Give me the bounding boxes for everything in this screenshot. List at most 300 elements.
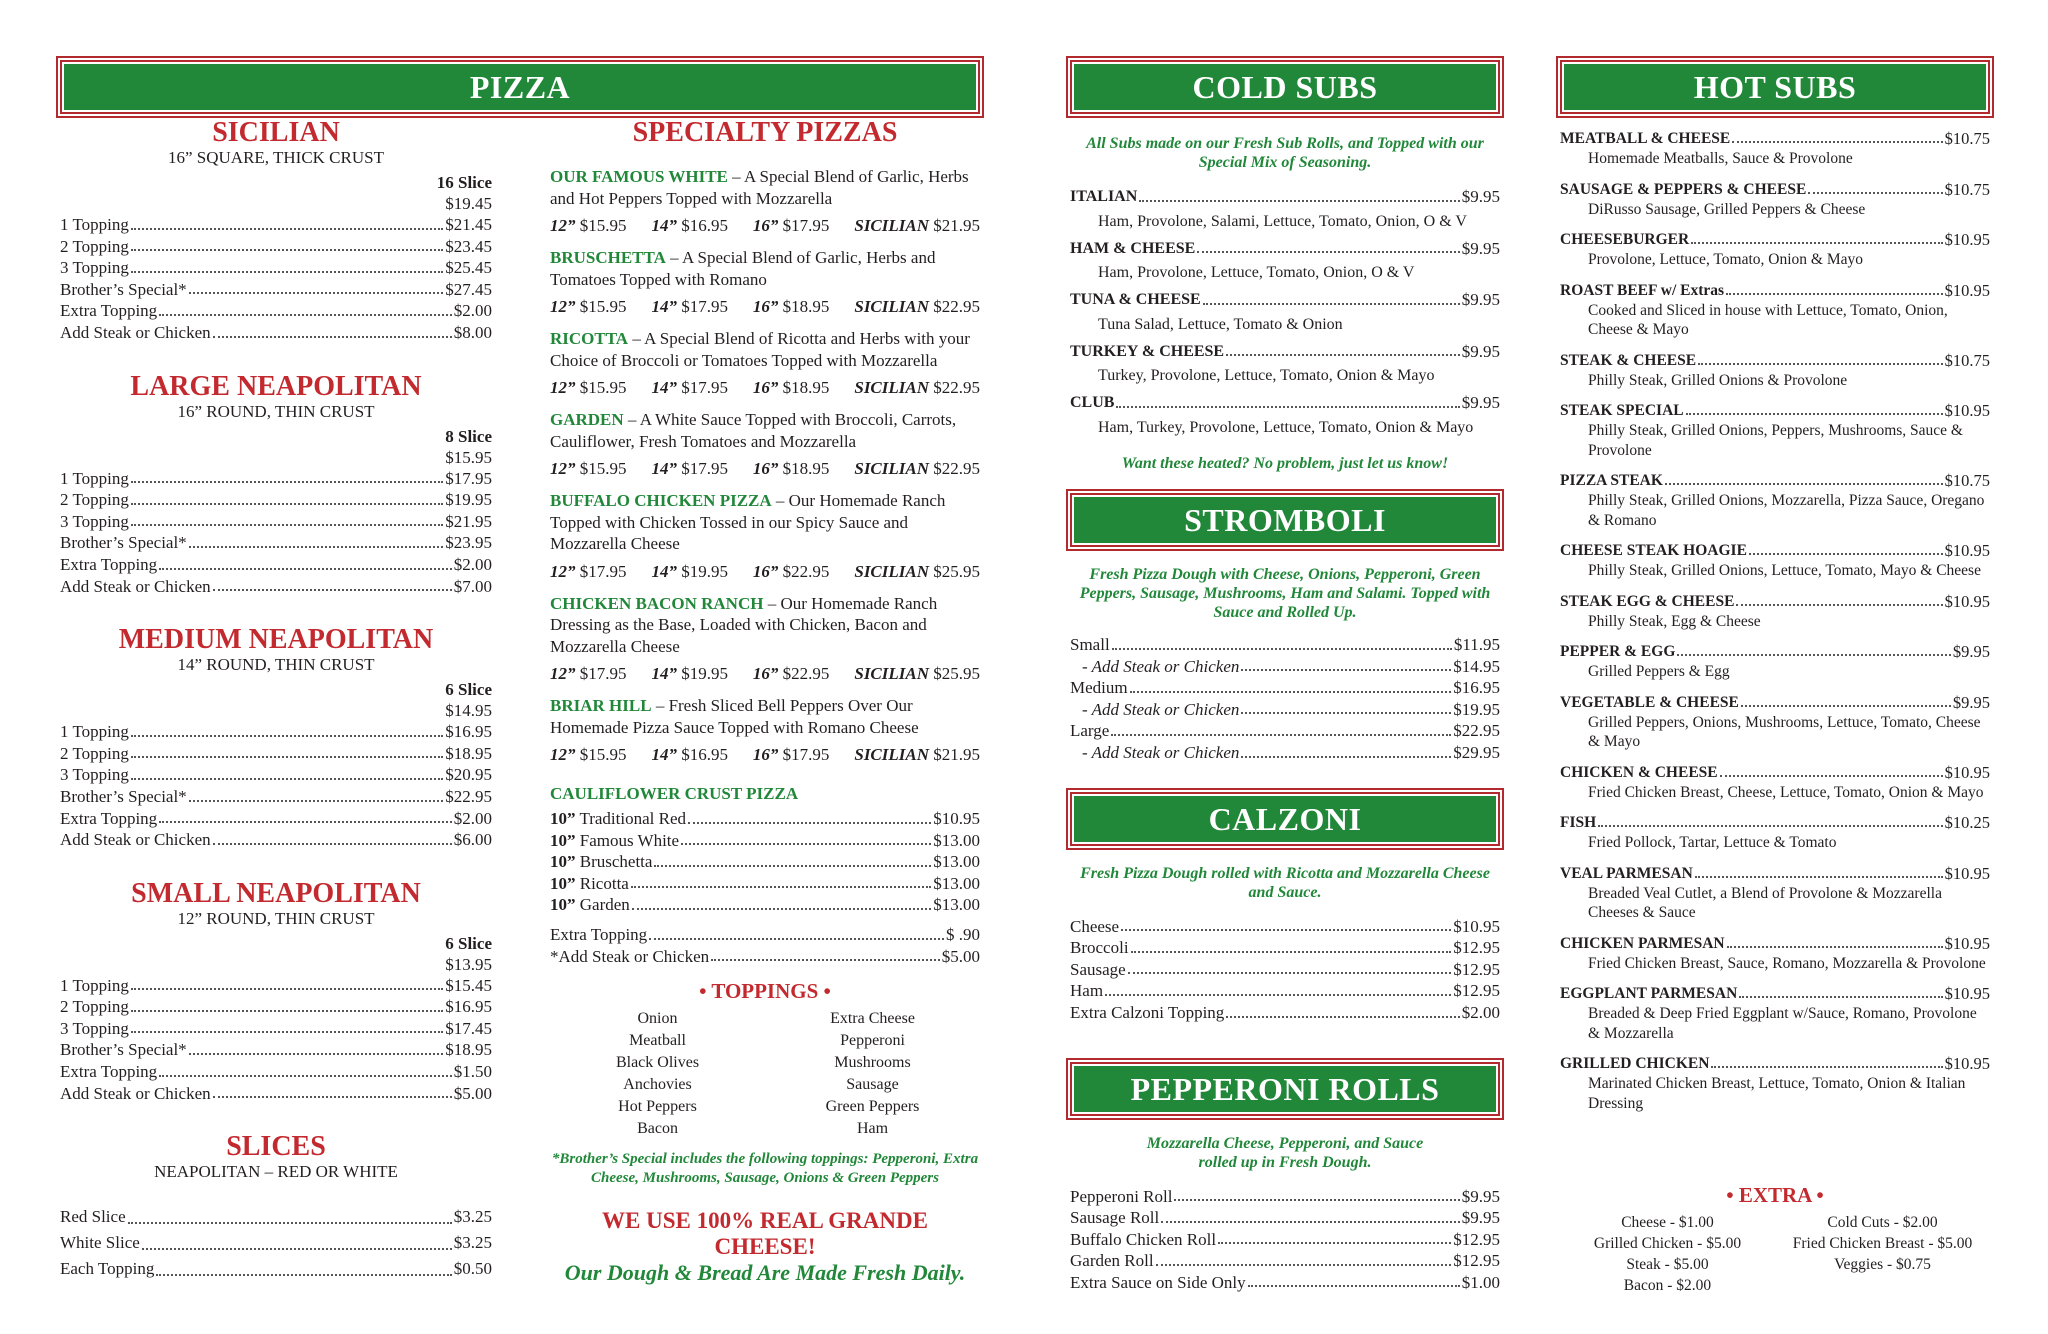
topping-item: Pepperoni	[840, 1032, 905, 1050]
item-label: MEATBALL & CHEESE	[1560, 130, 1731, 147]
item-price: $10.95	[1944, 280, 1990, 300]
pizza-section-small	[60, 879, 492, 1105]
pepperoni-rolls-banner: PEPPERONI ROLLS	[1072, 1064, 1498, 1114]
item-price: $12.95	[1453, 1251, 1500, 1271]
item-price: $10.75	[1944, 471, 1990, 490]
item-price: $10.95	[1944, 591, 1990, 611]
price-group	[753, 296, 830, 318]
item-description: Cooked and Sliced in house with Lettuce, Tomato, Onion, Cheese & Mayo	[1588, 301, 1948, 338]
item-description: Fried Chicken Breast, Sauce, Romano, Mozzarella & Provolone	[1588, 954, 1986, 972]
pizza-section-sicilian	[60, 118, 492, 344]
item-price: $10.95	[1944, 933, 1990, 953]
size-label: 12”	[550, 378, 576, 397]
item-price: $19.95	[1453, 699, 1500, 719]
price-row	[60, 1018, 492, 1040]
size-price: $17.95	[579, 561, 627, 581]
topping-item: Sausage	[846, 1076, 899, 1094]
topping-item: Black Olives	[615, 1054, 700, 1072]
size-label: 14”	[651, 561, 677, 581]
price-row	[60, 764, 492, 786]
item-label: Extra Topping	[60, 554, 158, 574]
leader-dots	[1739, 983, 1942, 998]
item-price: $10.75	[1944, 129, 1990, 148]
item-label	[550, 894, 630, 916]
item-description: DiRusso Sausage, Grilled Peppers & Cheese	[1588, 200, 1866, 218]
hot-sub-item	[1560, 1053, 1990, 1113]
leader-dots	[189, 1039, 444, 1055]
item-label: CHEESEBURGER	[1560, 231, 1690, 248]
price-row	[1560, 983, 1990, 1004]
item-price: $11.95	[1453, 634, 1500, 654]
pizza-section-slices	[60, 1132, 492, 1282]
item-label: SAUSAGE & PEPPERS & CHEESE	[1560, 180, 1807, 198]
leader-dots	[1203, 289, 1460, 305]
item-description: Ham, Provolone, Lettuce, Tomato, Onion, O & V	[1098, 264, 1415, 282]
price-row	[1070, 699, 1500, 721]
extra-item: Steak - $5.00	[1626, 1256, 1709, 1273]
leader-dots	[131, 721, 443, 737]
leader-dots	[213, 1083, 452, 1099]
pizza-banner: PIZZA	[62, 62, 978, 112]
leader-dots	[681, 830, 931, 846]
item-name: Famous White	[575, 830, 680, 850]
size-label: 16”	[752, 459, 779, 478]
item-price: $2.00	[453, 808, 492, 828]
slice-count: 6 Slice	[445, 680, 492, 700]
price-row	[1560, 762, 1990, 783]
item-price: $9.95	[1952, 692, 1990, 712]
item-label: 3 Topping	[60, 511, 129, 531]
size-price: $17.95	[681, 297, 728, 316]
item-label: STEAK SPECIAL	[1560, 402, 1684, 419]
item-label: CHEESE STEAK HOAGIE	[1560, 542, 1747, 559]
item-label: 1 Topping	[60, 975, 129, 995]
price-group	[550, 561, 627, 583]
price-row	[1560, 812, 1990, 833]
hot-sub-item	[1560, 762, 1990, 803]
specialty-name: BUFFALO CHICKEN PIZZA	[550, 491, 772, 510]
item-label: Brother’s Special*	[60, 786, 187, 806]
item-description: Turkey, Provolone, Lettuce, Tomato, Onion & Mayo	[1098, 367, 1435, 385]
price-row	[1070, 1229, 1500, 1251]
price-row	[60, 468, 492, 490]
leader-dots	[213, 829, 452, 845]
leader-dots	[1598, 812, 1942, 827]
item-price: $23.95	[445, 533, 492, 553]
extra-item: Grilled Chicken - $5.00	[1593, 1235, 1742, 1252]
leader-dots	[711, 946, 940, 962]
price-row	[1560, 350, 1990, 371]
item-label: Extra Topping	[60, 301, 158, 321]
item-label: Small	[1070, 634, 1110, 654]
leader-dots	[131, 975, 443, 991]
size-label: 12”	[550, 561, 576, 581]
item-price: $10.95	[1944, 401, 1990, 420]
extra-item: Veggies - $0.75	[1834, 1256, 1931, 1273]
price-row	[60, 1061, 492, 1083]
specialty-prices	[550, 377, 980, 399]
price-row	[60, 554, 492, 576]
price-group	[651, 458, 728, 480]
leader-dots	[1156, 1250, 1452, 1266]
price-group	[854, 215, 980, 237]
item-price: $10.95	[1944, 762, 1990, 782]
price-row	[1070, 1272, 1500, 1294]
item-price: $12.95	[1453, 1229, 1500, 1249]
hot-sub-item	[1560, 983, 1990, 1043]
item-price: $15.45	[445, 975, 492, 995]
item-price: $10.95	[933, 809, 980, 828]
brothers-special-note: *Brother’s Special includes the following toppings: Pepperoni, Extra Cheese, Mushrooms, Sausage, Onions & Green Peppers	[551, 1151, 979, 1187]
price-row	[1560, 128, 1990, 149]
price-group	[854, 663, 980, 685]
price-row	[550, 894, 980, 916]
size-label: SICILIAN	[854, 297, 929, 316]
item-price: $ .90	[946, 924, 980, 944]
leader-dots	[131, 1018, 443, 1034]
leader-dots	[131, 257, 443, 273]
size-label: 12”	[550, 216, 576, 235]
size-label: SICILIAN	[854, 745, 929, 764]
stromboli-list	[1070, 634, 1500, 764]
item-label: Ham	[1070, 981, 1104, 1001]
item-price: $9.95	[1461, 238, 1500, 258]
price-group	[854, 296, 980, 318]
hot-subs-column	[1560, 58, 1990, 1296]
leader-dots	[142, 1230, 452, 1250]
specialty-title: SPECIALTY PIZZAS	[632, 117, 898, 148]
slice-count: 6 Slice	[445, 933, 492, 953]
size-label: 14”	[651, 459, 677, 478]
specialty-name: RICOTTA	[550, 329, 629, 348]
price-row	[1070, 238, 1500, 260]
price-group	[753, 744, 830, 766]
extra-item: Bacon - $2.00	[1623, 1277, 1712, 1294]
topping-item: Onion	[637, 1010, 678, 1028]
leader-dots	[1248, 1272, 1460, 1288]
item-price: $18.95	[445, 1040, 492, 1060]
item-price: $10.25	[1944, 813, 1990, 832]
price-row	[550, 851, 980, 873]
item-price: $5.00	[941, 946, 980, 966]
hot-sub-item	[1560, 863, 1990, 923]
price-row	[60, 489, 492, 511]
price-row	[60, 236, 492, 258]
section-subtitle: 14” ROUND, THIN CRUST	[177, 655, 375, 675]
item-price: $9.95	[1461, 393, 1500, 413]
price-group	[854, 744, 980, 766]
item-description: Breaded & Deep Fried Eggplant w/Sauce, Romano, Provolone & Mozzarella	[1588, 1005, 1977, 1042]
price-row	[550, 808, 980, 830]
item-label: *Add Steak or Chicken	[550, 946, 710, 966]
item-label: Broccoli	[1070, 938, 1129, 958]
leader-dots	[189, 279, 444, 295]
price-row	[1560, 229, 1990, 250]
leader-dots	[159, 808, 452, 824]
leader-dots	[1128, 959, 1452, 975]
hot-sub-item	[1560, 280, 1990, 340]
leader-dots	[156, 1256, 451, 1276]
item-price: $5.00	[453, 1083, 492, 1103]
stromboli-note: Fresh Pizza Dough with Cheese, Onions, Pepperoni, Green Peppers, Sausage, Mushrooms, Ham and Salami. Topped with Sauce and Rolled Up.	[1079, 565, 1491, 621]
item-price: $3.25	[453, 1233, 492, 1253]
leader-dots	[1139, 186, 1459, 202]
price-row	[1070, 742, 1500, 764]
price-row	[1070, 916, 1500, 938]
price-group	[651, 377, 728, 399]
pepperoni-rolls-note: Mozzarella Cheese, Pepperoni, and Sauce rolled up in Fresh Dough.	[1146, 1134, 1424, 1171]
price-row	[550, 924, 980, 946]
item-price: $9.95	[1461, 341, 1500, 361]
price-row	[1070, 634, 1500, 656]
price-row	[60, 1083, 492, 1105]
price-group	[651, 215, 728, 237]
cold-subs-list	[1070, 186, 1500, 438]
hot-sub-item	[1560, 933, 1990, 974]
item-label: HAM & CHEESE	[1070, 239, 1196, 257]
base-price: $13.95	[445, 954, 492, 974]
item-label	[550, 808, 686, 830]
leader-dots	[1686, 400, 1943, 415]
item-price: $12.95	[1453, 981, 1500, 1001]
item-price: $10.75	[1944, 350, 1990, 370]
leader-dots	[1698, 350, 1943, 365]
calzoni-list	[1070, 916, 1500, 1024]
item-price: $12.95	[1453, 938, 1500, 958]
price-group	[651, 296, 728, 318]
item-price: $9.95	[1461, 290, 1500, 310]
price-row	[60, 300, 492, 322]
item-label: Extra Topping	[60, 808, 158, 828]
item-label	[550, 830, 679, 852]
price-group	[550, 744, 627, 766]
pizza-column	[60, 58, 980, 1286]
specialty-desc: – Our Homemade Ranch Topped with Chicken Tossed in our Spicy Sauce and Mozzarella Cheese	[550, 491, 946, 553]
specialty-desc: – A White Sauce Topped with Broccoli, Carrots, Cauliflower, Fresh Tomatoes and Mozzarella	[550, 410, 957, 451]
price-row	[60, 532, 492, 554]
price-group	[854, 561, 980, 583]
item-description: Fried Pollock, Tartar, Lettuce & Tomato	[1588, 834, 1837, 851]
item-name: Bruschetta	[575, 852, 653, 872]
section-subtitle: NEAPOLITAN – RED OR WHITE	[154, 1162, 398, 1182]
item-price: $1.50	[453, 1062, 492, 1082]
item-label: Extra Sauce on Side Only	[1070, 1272, 1246, 1292]
item-description: Provolone, Lettuce, Tomato, Onion & Mayo	[1588, 251, 1864, 268]
item-price: $17.45	[445, 1018, 492, 1038]
specialty-desc: – A Special Blend of Ricotta and Herbs with your Choice of Broccoli or Tomatoes Topped with Mozzarella	[550, 329, 970, 370]
price-row	[1560, 540, 1990, 561]
price-row	[1070, 677, 1500, 699]
price-row	[1070, 1250, 1500, 1272]
price-row	[1070, 720, 1500, 742]
specialty-desc: – A Special Blend of Garlic, Herbs and Hot Peppers Topped with Mozzarella	[550, 167, 969, 208]
grande-cheese-banner: WE USE 100% REAL GRANDE CHEESE!	[602, 1208, 928, 1260]
spacer	[550, 916, 980, 924]
section-title: SICILIAN	[212, 117, 340, 148]
extra-grid	[1560, 1212, 1990, 1296]
size-label: 16”	[752, 216, 779, 235]
price-row	[1070, 186, 1500, 208]
specialty-item	[550, 409, 980, 452]
leader-dots	[189, 786, 444, 802]
leader-dots	[631, 873, 931, 889]
item-price: $19.95	[445, 490, 492, 510]
leader-dots	[1241, 699, 1451, 715]
price-row	[60, 322, 492, 344]
size-price: $17.95	[782, 745, 830, 764]
item-label: STEAK & CHEESE	[1560, 351, 1697, 369]
hot-sub-item	[1560, 229, 1990, 270]
item-price: $3.25	[453, 1207, 492, 1227]
size-label: 16”	[752, 297, 779, 316]
item-label: 1 Topping	[60, 722, 129, 742]
hot-sub-item	[1560, 641, 1990, 682]
toppings-grid	[550, 1008, 980, 1140]
item-label: 2 Topping	[60, 743, 129, 763]
item-label: Each Topping	[60, 1259, 155, 1279]
leader-dots	[1749, 540, 1943, 555]
leader-dots	[1726, 280, 1943, 295]
price-row	[1070, 656, 1500, 678]
leader-dots	[159, 300, 452, 316]
item-price: $10.95	[1944, 984, 1990, 1003]
item-price: $22.95	[445, 786, 492, 806]
item-price: $25.45	[445, 258, 492, 278]
price-row	[60, 279, 492, 301]
hot-sub-item	[1560, 128, 1990, 169]
leader-dots	[131, 511, 443, 527]
item-price: $9.95	[1461, 1208, 1500, 1228]
item-label: Brother’s Special*	[60, 533, 187, 553]
slice-count: 16 Slice	[436, 173, 492, 192]
leader-dots	[1241, 742, 1451, 758]
specialty-name: OUR FAMOUS WHITE	[550, 167, 728, 186]
slice-count: 8 Slice	[445, 426, 492, 446]
item-label	[550, 873, 629, 895]
pepperoni-rolls-list	[1070, 1186, 1500, 1294]
price-group	[550, 215, 627, 237]
size-label: 10”	[550, 873, 576, 893]
price-group	[651, 744, 728, 766]
topping-item: Extra Cheese	[830, 1010, 915, 1028]
item-label: VEGETABLE & CHEESE	[1560, 693, 1739, 711]
item-description: Ham, Provolone, Salami, Lettuce, Tomato, Onion, O & V	[1098, 212, 1467, 230]
price-row	[1070, 1186, 1500, 1208]
price-row	[1560, 933, 1990, 954]
hot-sub-item	[1560, 692, 1990, 752]
size-label: SICILIAN	[854, 216, 929, 235]
price-group	[550, 458, 627, 480]
size-price: $22.95	[782, 561, 830, 581]
item-price: $2.00	[453, 301, 492, 321]
item-label: - Add Steak or Chicken	[1082, 699, 1240, 719]
extra-item	[1775, 1275, 1990, 1296]
item-label: 1 Topping	[60, 215, 129, 234]
item-label: Red Slice	[60, 1207, 126, 1227]
item-price: $17.95	[445, 468, 492, 488]
item-label: 3 Topping	[60, 765, 129, 785]
item-description: Grilled Peppers & Egg	[1588, 663, 1730, 680]
toppings-title: • TOPPINGS •	[699, 979, 831, 1004]
item-label: Extra Topping	[550, 924, 648, 944]
size-label: 14”	[651, 297, 677, 316]
leader-dots	[1727, 933, 1943, 948]
price-group	[550, 663, 627, 685]
heated-note: Want these heated? No problem, just let us know!	[1121, 454, 1449, 472]
extra-item: Cold Cuts - $2.00	[1827, 1214, 1938, 1231]
specialty-prices	[550, 561, 980, 583]
size-price: $17.95	[579, 664, 627, 683]
item-price: $13.00	[933, 830, 980, 850]
leader-dots	[649, 924, 944, 940]
size-label: SICILIAN	[854, 459, 929, 478]
item-label: Sausage Roll	[1070, 1208, 1160, 1228]
item-name: Garden	[575, 895, 630, 915]
leader-dots	[1711, 1053, 1942, 1068]
item-price: $13.00	[933, 852, 980, 872]
price-row	[550, 946, 980, 968]
price-row	[60, 975, 492, 997]
price-row	[1070, 1002, 1500, 1024]
size-price: $15.95	[579, 459, 627, 478]
hot-subs-banner: HOT SUBS	[1562, 62, 1988, 112]
price-group	[651, 561, 728, 583]
size-label: SICILIAN	[854, 378, 929, 397]
leader-dots	[1121, 916, 1451, 932]
price-row	[60, 743, 492, 765]
leader-dots	[1808, 179, 1942, 194]
price-row	[1560, 641, 1990, 662]
price-row	[1070, 1207, 1500, 1229]
hot-sub-item	[1560, 591, 1990, 632]
specialty-name: BRUSCHETTA	[550, 248, 666, 267]
specialty-prices	[550, 458, 980, 480]
cauliflower-title: CAULIFLOWER CRUST PIZZA	[550, 784, 799, 803]
price-group	[753, 663, 830, 685]
calzoni-banner: CALZONI	[1072, 794, 1498, 844]
item-label: CLUB	[1070, 394, 1115, 412]
item-price: $21.95	[445, 511, 492, 531]
size-price: $18.95	[782, 297, 830, 316]
price-row	[60, 1204, 492, 1230]
leader-dots	[131, 743, 443, 759]
item-price: $10.75	[1944, 179, 1990, 199]
price-row	[60, 257, 492, 279]
item-label: TUNA & CHEESE	[1070, 291, 1201, 309]
price-group	[854, 377, 980, 399]
topping-item: Bacon	[637, 1120, 678, 1138]
size-price: $22.95	[782, 664, 830, 683]
item-label: 2 Topping	[60, 490, 129, 510]
item-name: Traditional Red	[575, 809, 687, 828]
pizza-section-medium	[60, 625, 492, 851]
cold-subs-note: All Subs made on our Fresh Sub Rolls, and Topped with our Special Mix of Seasoning.	[1086, 135, 1484, 171]
item-price: $23.45	[445, 236, 492, 256]
leader-dots	[1720, 762, 1943, 777]
item-price: $7.00	[453, 576, 492, 596]
size-label: 16”	[752, 664, 779, 683]
topping-item: Meatball	[629, 1032, 686, 1050]
size-price: $17.95	[782, 216, 830, 235]
item-label: CHICKEN PARMESAN	[1560, 934, 1725, 952]
section-subtitle: 12” ROUND, THIN CRUST	[177, 908, 375, 928]
item-label: - Add Steak or Chicken	[1082, 656, 1240, 676]
item-description: Fried Chicken Breast, Cheese, Lettuce, Tomato, Onion & Mayo	[1588, 783, 1984, 801]
item-price: $16.95	[445, 997, 492, 1017]
leader-dots	[1241, 656, 1451, 672]
price-row	[1070, 937, 1500, 959]
size-label: 12”	[550, 297, 576, 316]
